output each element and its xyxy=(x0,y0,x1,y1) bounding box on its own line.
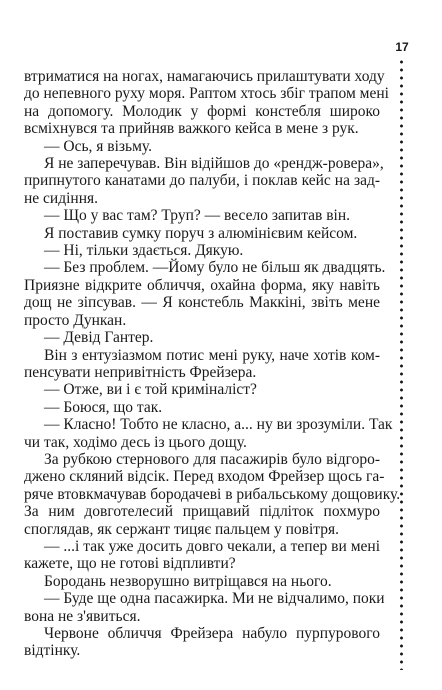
dotted-margin-rule xyxy=(400,58,403,670)
text-line: споглядав, як сержант тицяє пальцем у повітря. xyxy=(24,520,339,538)
text-line: на допомогу. Молодик у формі констебля широко xyxy=(24,102,380,120)
text-line: — Без проблем. —Йому було не більш як двадцять. xyxy=(44,259,386,277)
text-line: Він з ентузіазмом потис мені руку, наче хотів ком- xyxy=(44,346,380,364)
text-line: вона не з'явиться. xyxy=(24,607,141,625)
text-line: — Ні, тільки здається. Дякую. xyxy=(44,242,244,260)
text-line: кажете, що не готові відпливти? xyxy=(24,555,236,573)
text-line: — Буде ще одна пасажирка. Ми не відчалимо, поки xyxy=(44,590,385,608)
text-line: За ним довготелесий прищавий підліток похмуро xyxy=(24,503,380,521)
text-line: — Отже, ви і є той криміналіст? xyxy=(44,381,257,399)
text-line: пенсувати непривітність Фрейзера. xyxy=(24,363,257,381)
text-line: просто Дункан. xyxy=(24,311,127,329)
text-line: — Девід Гантер. xyxy=(44,329,154,347)
text-line: — ...і так уже досить довго чекали, а тепер ви мені xyxy=(44,537,380,555)
text-line: джено скляний відсік. Перед входом Фрейзер щось га- xyxy=(24,468,385,486)
text-line: Червоне обличчя Фрейзера набуло пурпурового xyxy=(44,625,380,642)
text-line: — Класно! Тобто не класно, а... ну ви зрозуміли. Так xyxy=(44,416,393,434)
text-line: Приязне відкрите обличчя, охайна форма, яку навіть xyxy=(24,276,380,294)
body-text xyxy=(24,68,401,660)
text-line: — Що у вас там? Труп? — весело запитав він. xyxy=(44,207,351,225)
page-number: 17 xyxy=(395,40,409,54)
text-line: дощ не зіпсував. — Я констебль Маккіні, звіть мене xyxy=(24,294,380,312)
text-line: ряче втовкмачував бородачеві в рибальському дощовику. xyxy=(24,485,401,503)
text-line: чи так, ходімо десь із цього дощу. xyxy=(24,433,247,451)
text-line: За рубкою стернового для пасажирів було відгоро- xyxy=(44,450,380,468)
text-line: втриматися на ногах, намагаючись прилаштувати ходу xyxy=(24,68,385,85)
text-line: Я не заперечував. Він відійшов до «рендж-ровера», xyxy=(44,155,384,173)
text-line: припнутого канатами до палуби, і поклав кейс на зад- xyxy=(24,172,380,190)
text-line: Я поставив сумку поруч з алюмінієвим кейсом. xyxy=(44,224,358,242)
text-line: — Ось, я візьму. xyxy=(44,137,152,155)
text-line: не сидіння. xyxy=(24,189,99,207)
text-line: — Боюся, що так. xyxy=(44,398,163,416)
text-line: до непевного руху моря. Раптом хтось збіг трапом мені xyxy=(24,85,389,103)
text-line: відтінку. xyxy=(24,642,81,660)
text-line: Бородань незворушно витріщався на нього. xyxy=(44,572,332,590)
text-line: всміхнувся та прийняв важкого кейса в мене з рук. xyxy=(24,120,359,138)
